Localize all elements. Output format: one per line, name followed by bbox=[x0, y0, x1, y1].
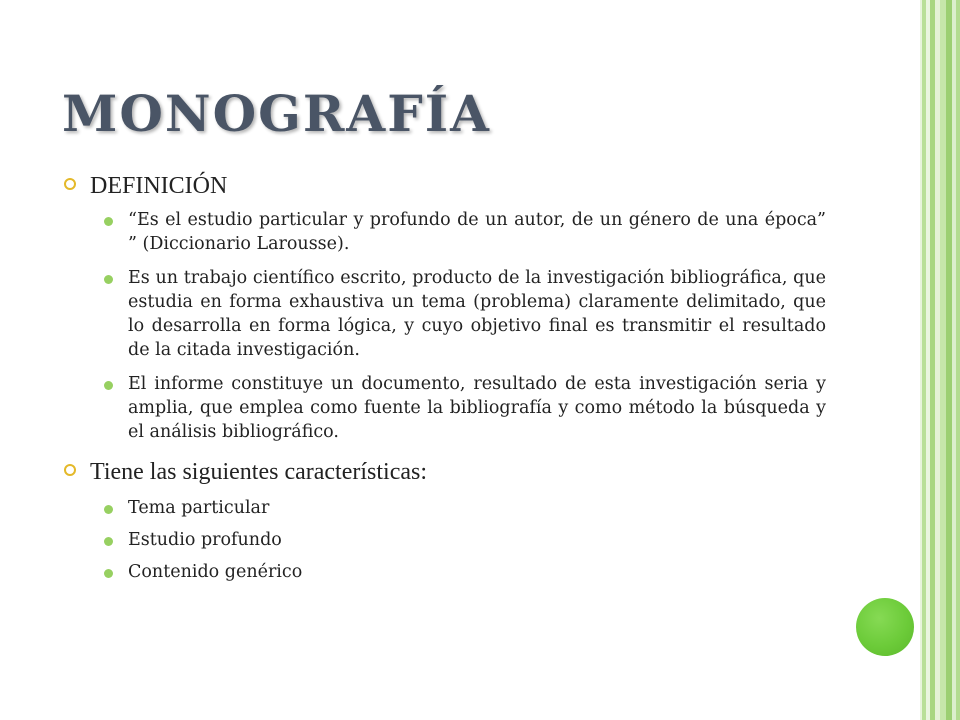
bullet-icon bbox=[104, 381, 113, 390]
bullet-icon bbox=[104, 217, 113, 226]
bullet-icon bbox=[104, 505, 113, 514]
section-definicion bbox=[60, 168, 826, 444]
list-item bbox=[90, 528, 826, 552]
section-bullet-icon bbox=[64, 178, 76, 190]
list-item bbox=[90, 208, 826, 256]
slide-content bbox=[60, 168, 826, 592]
slide-title: MONOGRAFÍA bbox=[62, 84, 491, 143]
green-circle-decoration bbox=[856, 598, 914, 656]
list-item bbox=[90, 560, 826, 584]
list-item-text: “Es el estudio particular y profundo de un autor, de un género de una época” ” (Diccionario Larousse). bbox=[128, 210, 826, 254]
list-item-text: Tema particular bbox=[128, 498, 270, 518]
bullet-icon bbox=[104, 569, 113, 578]
section-heading: Tiene las siguientes características: bbox=[90, 459, 428, 485]
section-heading: DEFINICIÓN bbox=[90, 173, 228, 199]
bullet-icon bbox=[104, 275, 113, 284]
section-bullet-icon bbox=[64, 464, 76, 476]
list-item bbox=[90, 372, 826, 444]
section-caracteristicas bbox=[60, 454, 826, 584]
list-item bbox=[90, 266, 826, 362]
characteristics-list bbox=[90, 496, 826, 584]
list-item-text: Estudio profundo bbox=[128, 530, 282, 550]
list-item-text: Contenido genérico bbox=[128, 562, 303, 582]
definition-list bbox=[90, 208, 826, 444]
list-item-text: Es un trabajo científico escrito, producto de la investigación bibliográfica, que estudia en forma exhaustiva un tema (problema) claramente delimitado, que lo desarrolla en forma lógica, y cuyo objetivo final es transmitir el resultado de la citada investigación. bbox=[128, 268, 826, 360]
bullet-icon bbox=[104, 537, 113, 546]
list-item bbox=[90, 496, 826, 520]
list-item-text: El informe constituye un documento, resultado de esta investigación seria y amplia, que emplea como fuente la bibliografía y como método la búsqueda y el análisis bibliográfico. bbox=[128, 374, 826, 442]
decorative-stripes bbox=[920, 0, 960, 720]
